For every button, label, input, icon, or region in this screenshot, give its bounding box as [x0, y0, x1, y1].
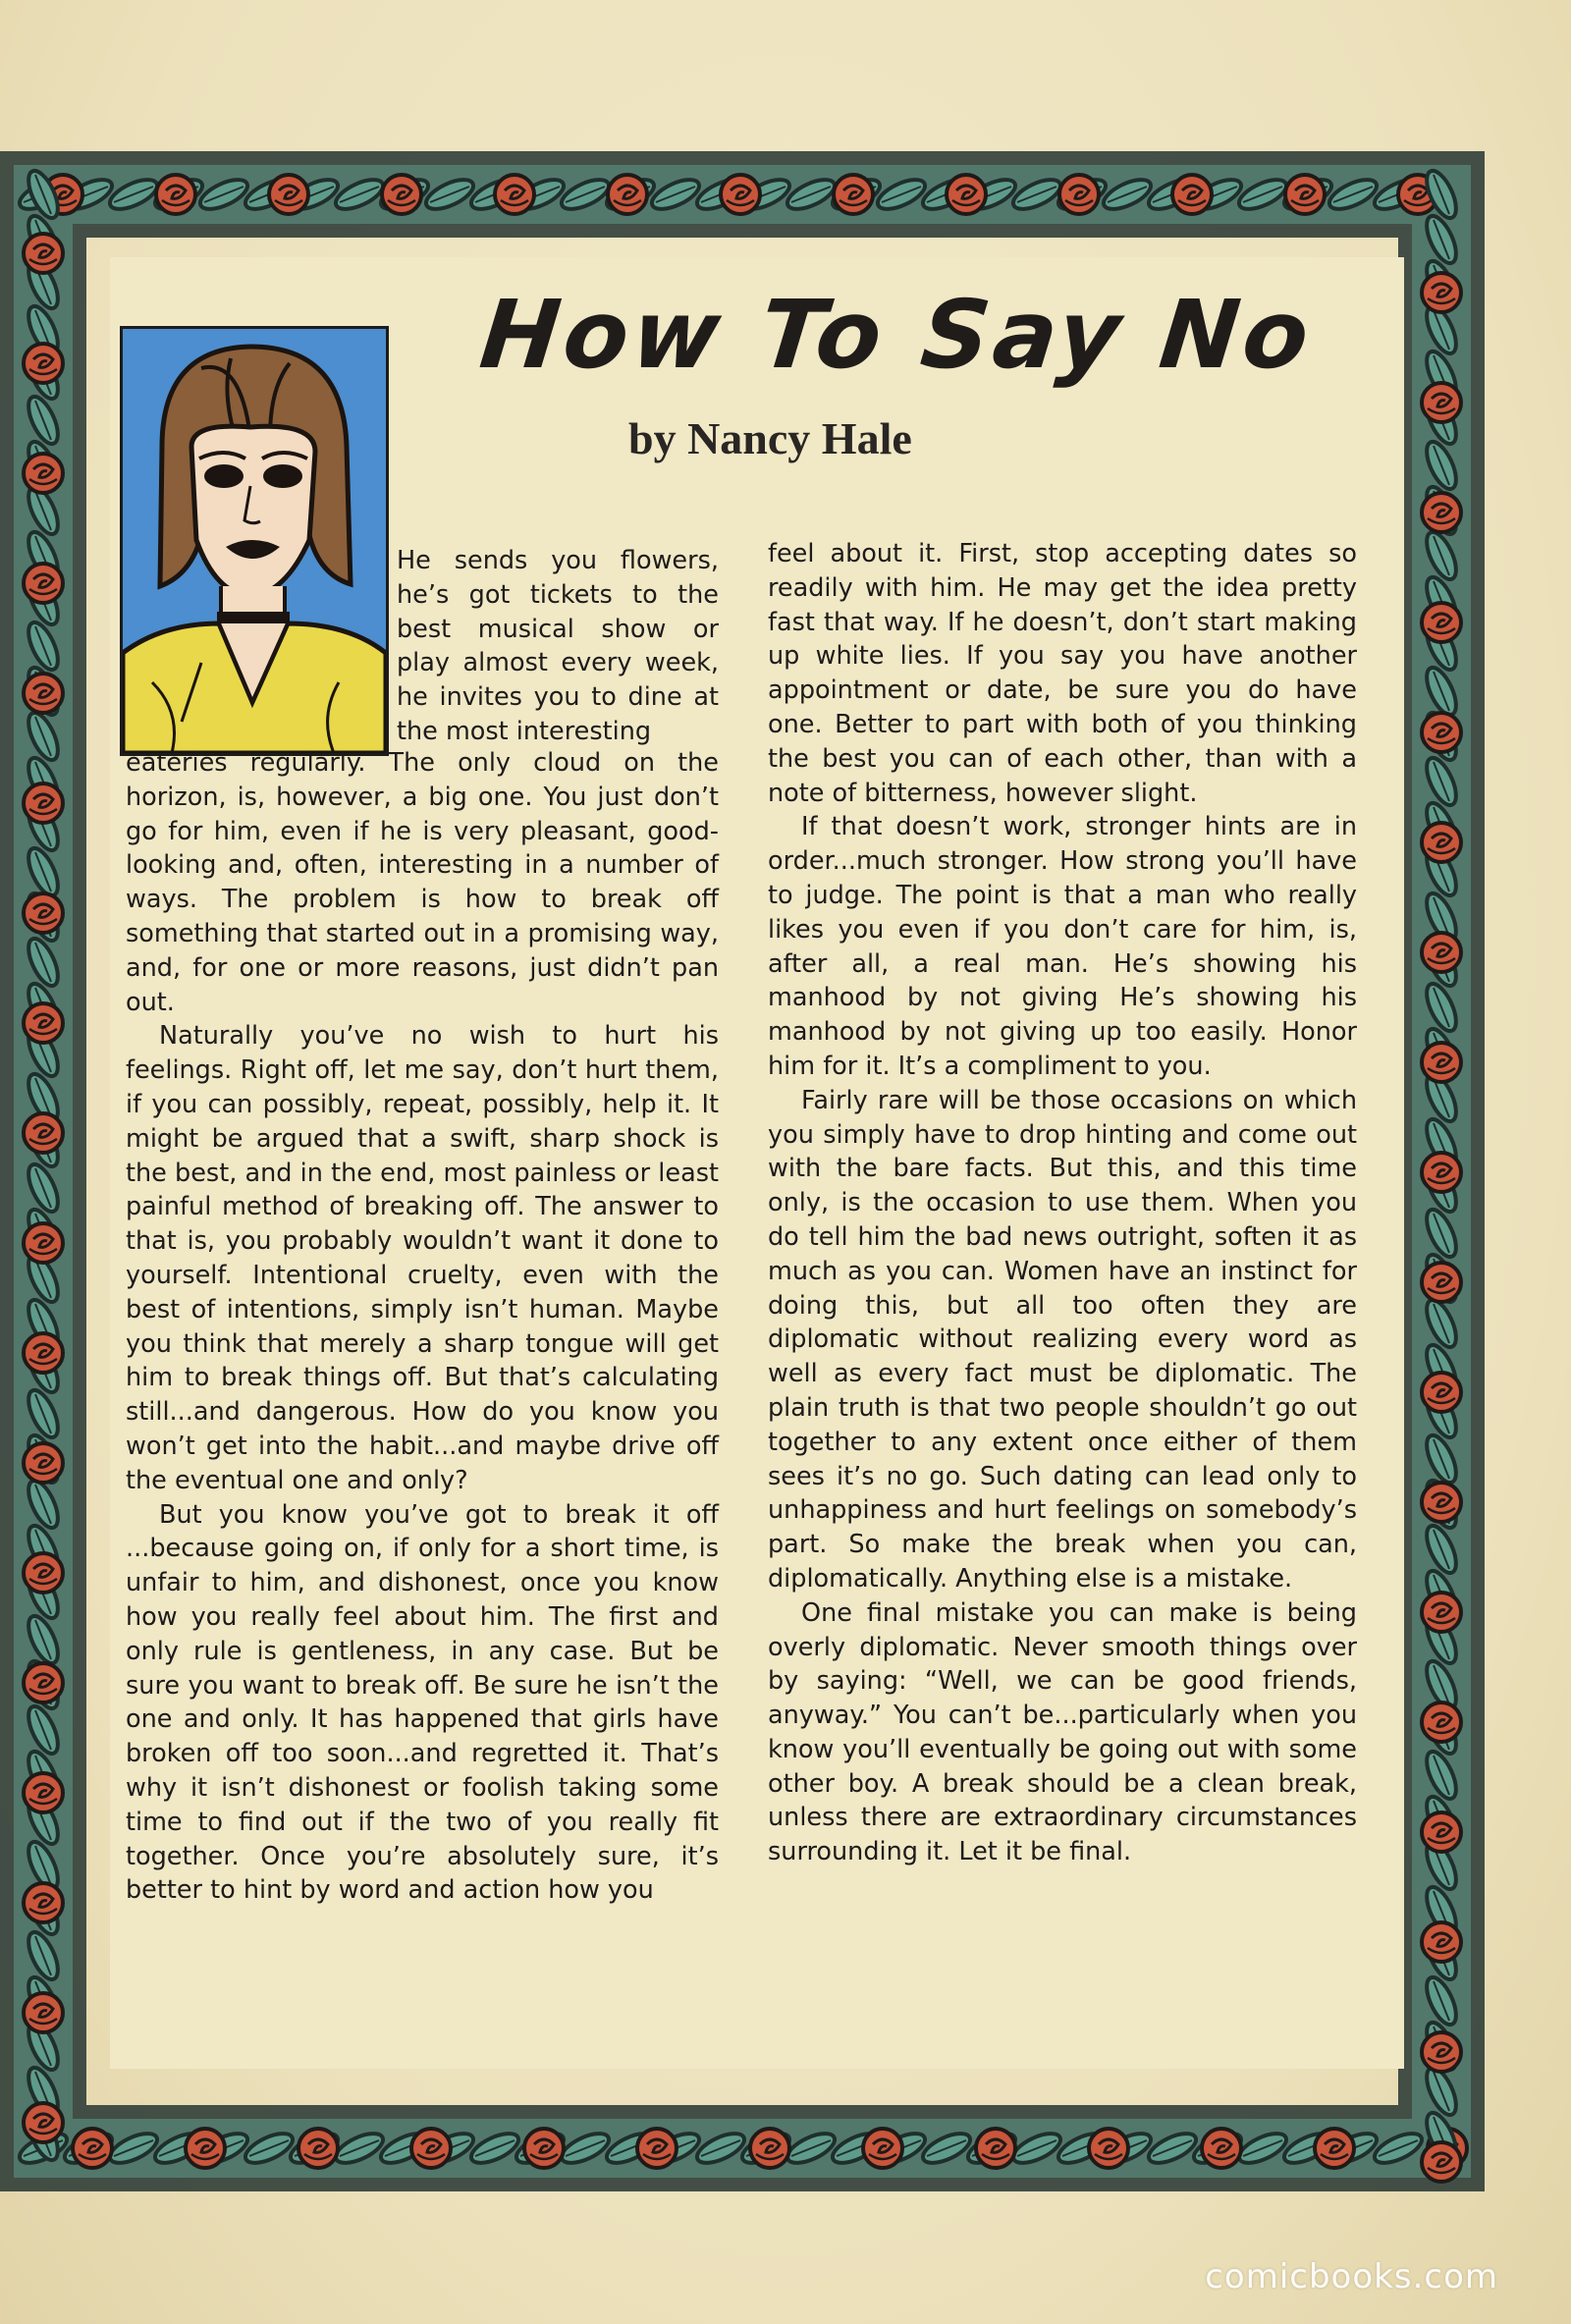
border-rose-icon	[721, 175, 760, 214]
border-rose-icon	[1422, 1702, 1461, 1742]
border-rose-icon	[834, 175, 873, 214]
border-rose-icon	[1202, 2129, 1241, 2168]
paragraph: He sends you flowers, he’s got tickets to the best musical show or play almost every week, he invites you to dine at the most interesting	[397, 546, 719, 746]
border-rose-icon	[24, 1993, 63, 2032]
border-rose-icon	[24, 1113, 63, 1153]
intro-wrap-text	[397, 544, 719, 749]
paragraph: Fairly rare will be those occasions on which you simply have to drop hinting and come out with the bare facts. But this, and this time only, is the occasion to use them. When you do tell him the bad news outright, soften it as much as you can. Women have an instinct for doing this, but all too often they are diplomatic without realizing every word as well as every fact must be diplomatic. The plain truth is that two people shouldn’t go out together to any extent once either of them sees it’s no go. Such dating can lead only to unhappiness and hurt feelings on somebody’s part. So make the break when you can, diplomatically. Anything else is a mistake.	[768, 1085, 1357, 1594]
site-watermark: comicbooks.com	[1205, 2257, 1498, 2297]
border-rose-icon	[1422, 2032, 1461, 2072]
border-rose-icon	[1422, 1153, 1461, 1192]
border-rose-icon	[1422, 383, 1461, 422]
border-rose-icon	[24, 1443, 63, 1483]
border-rose-icon	[1422, 1373, 1461, 1412]
border-rose-icon	[156, 175, 195, 214]
border-rose-icon	[1422, 1483, 1461, 1522]
paragraph: feel about it. First, stop accepting dates so readily with him. He may get the idea pretty fast that way. If he doesn’t, don’t start making up white lies. If you say you have another appointment or date, be sure you do have one. Better to part with both of you thinking the best you can of each other, than with a note of bitterness, however slight.	[768, 539, 1357, 808]
border-rose-icon	[298, 2129, 338, 2168]
border-rose-icon	[1422, 823, 1461, 862]
portrait-woman-icon	[120, 326, 389, 756]
border-rose-icon	[24, 454, 63, 493]
border-rose-icon	[186, 2129, 225, 2168]
right-column	[768, 537, 1357, 1869]
border-rose-icon	[976, 2129, 1015, 2168]
paragraph: Naturally you’ve no wish to hurt his feelings. Right off, let me say, don’t hurt them, if you can possibly, repeat, possibly, help it. It might be argued that a swift, sharp shock is the best, and in the end, most painless or least painful method of breaking off. The answer to that is, you probably wouldn’t want it done to yourself. Intentional cruelty, even with the best of intentions, simply isn’t human. Maybe you think that merely a sharp tongue will get him to break things off. But that’s calculating still...and dangerous. How do you know you won’t get into the habit...and maybe drive off the eventual one and only?	[126, 1021, 719, 1495]
border-rose-icon	[1422, 1043, 1461, 1082]
border-rose-icon	[24, 1773, 63, 1812]
border-rose-icon	[1422, 1922, 1461, 1962]
border-rose-icon	[1422, 713, 1461, 752]
border-rose-icon	[24, 893, 63, 933]
border-rose-icon	[863, 2129, 902, 2168]
border-rose-icon	[750, 2129, 789, 2168]
border-rose-icon	[24, 234, 63, 273]
article-title: How To Say No	[475, 280, 1319, 390]
border-rose-icon	[1422, 1593, 1461, 1632]
border-rose-icon	[269, 175, 308, 214]
border-rose-icon	[1422, 933, 1461, 972]
border-rose-icon	[608, 175, 647, 214]
border-rose-icon	[73, 2129, 112, 2168]
border-rose-icon	[382, 175, 421, 214]
border-rose-icon	[1422, 1263, 1461, 1302]
border-rose-icon	[24, 1333, 63, 1373]
border-rose-icon	[1285, 175, 1325, 214]
border-rose-icon	[24, 784, 63, 823]
left-column	[126, 746, 719, 1908]
border-rose-icon	[1059, 175, 1099, 214]
border-rose-icon	[1422, 273, 1461, 312]
border-rose-icon	[1315, 2129, 1354, 2168]
border-rose-icon	[947, 175, 986, 214]
border-rose-icon	[24, 1663, 63, 1702]
border-rose-icon	[24, 1223, 63, 1263]
border-rose-icon	[24, 344, 63, 383]
border-rose-icon	[24, 1003, 63, 1043]
paragraph: If that doesn’t work, stronger hints are in order...much stronger. How strong you’ll have to judge. The point is that a man who really likes you even if you don’t care for him, is, after all, a real man. He’s showing his manhood by not giving He’s showing his manhood by not giving up too easily. Honor him for it. It’s a compliment to you.	[768, 812, 1357, 1081]
border-rose-icon	[637, 2129, 677, 2168]
border-rose-icon	[24, 674, 63, 713]
border-rose-icon	[1089, 2129, 1128, 2168]
border-rose-icon	[1422, 1812, 1461, 1852]
border-rose-icon	[1422, 493, 1461, 532]
border-rose-icon	[1422, 603, 1461, 642]
border-rose-icon	[1172, 175, 1212, 214]
paragraph: One final mistake you can make is being overly diplomatic. Never smooth things over by saying: “Well, we can be good friends, anyway.” You can’t be...particularly when you know you’ll eventually be going out with some other boy. A break should be a clean break, unless there are extraordinary circumstances surrounding it. Let it be final.	[768, 1597, 1357, 1867]
border-rose-icon	[524, 2129, 564, 2168]
article-byline: by Nancy Hale	[628, 413, 912, 463]
paragraph: But you know you’ve got to break it off ...because going on, if only for a short time, is unfair to him, and dishonest, once you know how you really feel about him. The first and only rule is gentleness, in any case. But be sure you want to break off. Be sure he isn’t the one and only. It has happened that girls have broken off too soon...and regretted it. That’s why it isn’t dishonest or foolish taking some time to find out if the two of you really fit together. Once you’re absolutely sure, it’s better to hint by word and action how you	[126, 1499, 719, 1906]
border-rose-icon	[24, 2103, 63, 2142]
border-rose-icon	[411, 2129, 451, 2168]
border-rose-icon	[24, 564, 63, 603]
paragraph: eateries regularly. The only cloud on the horizon, is, however, a big one. You just don’t go for him, even if he is very pleasant, good-looking and, often, interesting in a number of ways. The problem is how to break off something that started out in a promising way, and, for one or more reasons, just didn’t pan out.	[126, 748, 719, 1017]
portrait-drawing	[123, 329, 386, 753]
border-rose-icon	[24, 1553, 63, 1593]
border-rose-icon	[1422, 2142, 1461, 2182]
border-rose-icon	[495, 175, 534, 214]
border-rose-icon	[24, 1883, 63, 1922]
